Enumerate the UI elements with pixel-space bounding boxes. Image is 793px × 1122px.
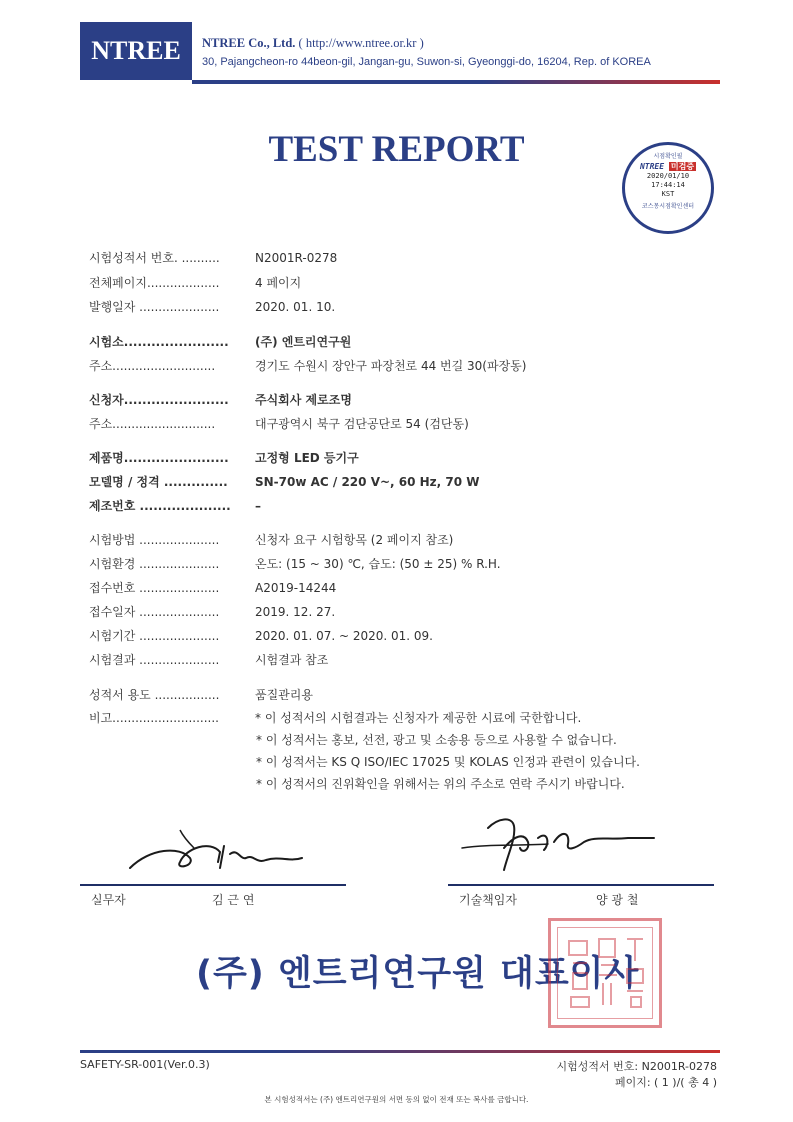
field-lab-address: [89, 357, 526, 374]
field-value: 2019. 12. 27.: [255, 605, 336, 619]
stamp-date: 2020/01/10: [646, 172, 690, 180]
field-label: 신청자.......................: [89, 393, 229, 407]
field-label: 시험방법 .....................: [89, 533, 220, 547]
field-label: 접수일자 .....................: [89, 605, 220, 619]
footer-page-number: 페이지: ( 1 )/( 총 4 ): [614, 1076, 717, 1089]
field-label: 시험결과 .....................: [89, 653, 220, 667]
field-value: 고정형 LED 등기구: [255, 451, 359, 465]
field-value: 시험결과 참조: [255, 653, 329, 667]
field-value: 신청자 요구 시험항목 (2 페이지 참조): [255, 533, 454, 547]
field-label: 모델명 / 정격 ..............: [89, 475, 228, 489]
signer-name-left: 김 근 연: [212, 893, 255, 907]
field-label: 접수번호 .....................: [89, 581, 220, 595]
form-code: SAFETY-SR-001(Ver.0.3): [80, 1058, 210, 1071]
field-test-method: [89, 531, 453, 548]
field-value: N2001R-0278: [255, 251, 338, 265]
field-value: 품질관리용: [255, 688, 313, 702]
timestamp-stamp: [622, 142, 714, 234]
copy-notice: 본 시험성적서는 (주) 엔트리연구원의 서면 동의 없이 전재 또는 복사를 금합니다.: [264, 1095, 529, 1104]
field-issue-date: [89, 298, 335, 315]
field-label: 시험성적서 번호. ..........: [89, 251, 220, 265]
signature-left: [120, 818, 310, 884]
company-name-line: [202, 36, 424, 51]
footer-divider: [80, 1050, 720, 1053]
field-report-purpose: [89, 686, 313, 703]
field-test-lab: [89, 333, 351, 350]
signer-role-right: 기술책임자: [459, 893, 517, 907]
field-total-pages: [89, 274, 301, 291]
field-label: 발행일자 .....................: [89, 300, 220, 314]
field-test-environment: [89, 555, 501, 572]
field-label: 주소...........................: [89, 417, 216, 431]
field-test-period: [89, 627, 433, 644]
remark-note: * 이 성적서의 진위확인을 위해서는 위의 주소로 연락 주시기 바랍니다.: [256, 777, 625, 791]
field-serial-number: [89, 497, 261, 514]
company-seal: [548, 918, 662, 1028]
field-label: 시험기간 .....................: [89, 629, 220, 643]
company-url: ( http://www.ntree.or.kr ): [298, 36, 424, 50]
field-value: 온도: (15 ~ 30) ℃, 습도: (50 ± 25) % R.H.: [255, 557, 501, 571]
company-address: 30, Pajangcheon-ro 44beon-gil, Jangan-gu, Suwon-si, Gyeonggi-do, 16204, Rep. of KOREA: [202, 56, 651, 68]
signature-line-right: [448, 884, 714, 886]
field-value: –: [255, 499, 261, 513]
ceo-line: (주) 엔트리연구원 대표이사: [196, 954, 640, 994]
remark-note: * 이 성적서는 KS Q ISO/IEC 17025 및 KOLAS 인정과 관련이 있습니다.: [256, 755, 640, 769]
field-label: 제품명.......................: [89, 451, 229, 465]
field-applicant: [89, 391, 352, 408]
field-label: 제조번호 ....................: [89, 499, 231, 513]
signature-right: [458, 808, 658, 884]
field-report-number: [89, 249, 337, 266]
stamp-logo-badge: 미검증: [670, 162, 695, 171]
field-value: 대구광역시 북구 검단공단로 54 (검단동): [255, 417, 469, 431]
field-label: 전체페이지...................: [89, 276, 220, 290]
header-divider: [192, 80, 720, 84]
field-value: (주) 엔트리연구원: [255, 335, 352, 349]
report-title: TEST REPORT: [268, 129, 525, 170]
field-value: SN-70w AC / 220 V~, 60 Hz, 70 W: [255, 475, 480, 489]
signer-name-right: 양 광 철: [596, 893, 639, 907]
field-label: 시험환경 .....................: [89, 557, 220, 571]
field-product-name: [89, 449, 359, 466]
field-label: 성적서 용도 .................: [89, 688, 220, 702]
logo-text: NTREE: [91, 36, 181, 65]
field-value: A2019-14244: [255, 581, 337, 595]
field-label: 시험소.......................: [89, 335, 229, 349]
stamp-bottom-text: 코스몽시점확인센터: [641, 203, 695, 210]
field-model-rating: [89, 473, 480, 490]
seal-pattern-icon: [551, 921, 659, 1025]
field-receipt-date: [89, 603, 335, 620]
stamp-top-text: 시점확인필: [653, 153, 683, 160]
stamp-logo: [625, 161, 711, 172]
stamp-time: 17:44:14: [651, 181, 685, 189]
company-name: NTREE Co., Ltd.: [202, 36, 296, 50]
field-value: 경기도 수원시 장안구 파장천로 44 번길 30(파장동): [255, 359, 527, 373]
company-logo: [80, 22, 192, 80]
field-value: * 이 성적서의 시험결과는 신청자가 제공한 시료에 국한합니다.: [255, 711, 582, 725]
stamp-zone: KST: [661, 190, 675, 198]
remark-note: * 이 성적서는 홍보, 선전, 광고 및 소송용 등으로 사용할 수 없습니다.: [256, 733, 617, 747]
field-label: 주소...........................: [89, 359, 216, 373]
field-test-result: [89, 651, 328, 668]
field-value: 4 페이지: [255, 276, 302, 290]
field-receipt-number: [89, 579, 336, 596]
field-value: 주식회사 제로조명: [255, 393, 352, 407]
field-applicant-address: [89, 415, 469, 432]
field-label: 비고............................: [89, 711, 219, 725]
stamp-logo-text: NTREE: [639, 162, 665, 171]
signature-line-left: [80, 884, 346, 886]
field-value: 2020. 01. 10.: [255, 300, 336, 314]
footer-report-number: 시험성적서 번호: N2001R-0278: [556, 1060, 717, 1073]
field-value: 2020. 01. 07. ~ 2020. 01. 09.: [255, 629, 433, 643]
signer-role-left: 실무자: [91, 893, 126, 907]
field-remarks: [89, 709, 581, 726]
